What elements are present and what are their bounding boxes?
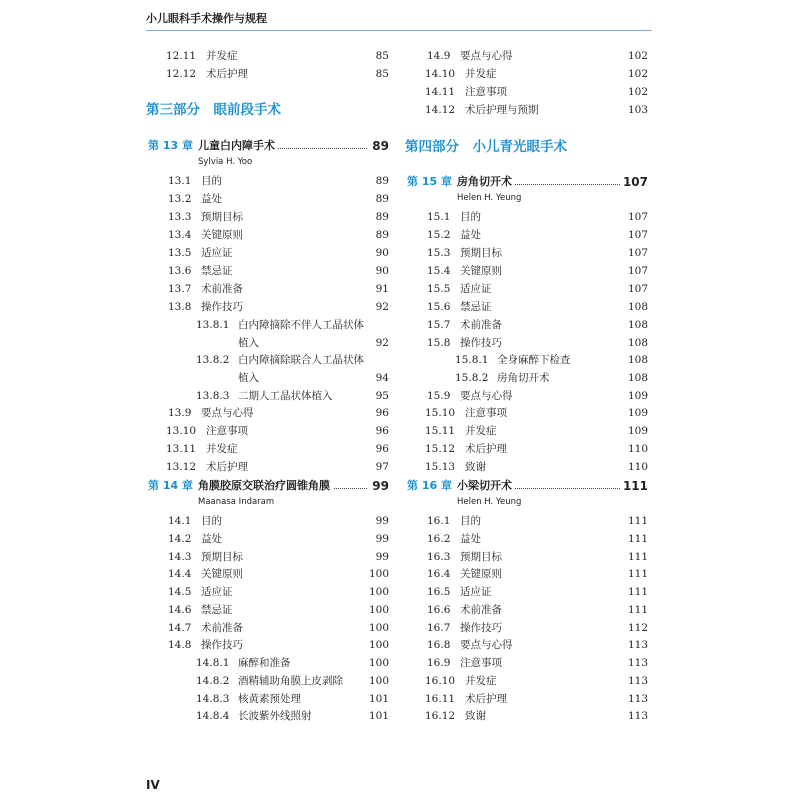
toc-subentry-continuation[interactable] [146,370,389,387]
entry-page: 107 [627,283,648,295]
entry-page: 97 [375,461,389,473]
entry-page: 107 [627,229,648,241]
entry-title: 二期人工晶状体植入 [238,390,333,402]
entry-page: 90 [375,247,389,259]
entry-number: 12.11 [166,50,197,62]
toc-entry[interactable] [146,299,389,316]
entry-page: 108 [627,354,648,366]
toc-entry[interactable] [405,637,648,654]
entry-number: 13.4 [168,229,192,241]
toc-entry[interactable] [146,245,389,262]
entry-title: 并发症 [465,68,497,80]
entry-page: 110 [627,461,648,473]
header-rule [146,30,652,31]
toc-entry[interactable] [405,549,648,566]
entry-title: 预期目标 [460,551,502,563]
entry-number: 13.1 [168,175,192,187]
toc-entry[interactable] [405,263,648,280]
entry-page: 91 [375,283,389,295]
entry-number: 13.10 [166,425,197,437]
entry-title: 禁忌证 [201,604,233,616]
chapter-page: 89 [369,137,389,155]
entry-page: 111 [627,568,648,580]
entry-title: 关键原则 [460,568,502,580]
entry-page: 107 [627,265,648,277]
entry-title: 术后护理 [465,443,507,455]
toc-entry[interactable] [146,48,389,65]
chapter-heading[interactable] [146,477,389,495]
entry-title: 目的 [460,211,481,223]
entry-page: 111 [627,551,648,563]
entry-title: 预期目标 [460,247,502,259]
entry-title: 全身麻醉下检查 [497,354,571,366]
entry-title: 术前准备 [460,604,502,616]
toc-subentry[interactable] [146,317,389,334]
entry-number: 16.8 [427,639,451,651]
entry-page: 113 [627,657,648,669]
chapter-title: 房角切开术 [457,173,515,191]
entry-page: 109 [627,407,648,419]
toc-subentry[interactable] [146,691,389,708]
entry-page: 111 [627,586,648,598]
entry-number: 15.12 [425,443,456,455]
entry-title: 注意事项 [465,407,507,419]
entry-title: 适应证 [460,283,492,295]
toc-entry[interactable] [146,173,389,190]
toc-entry[interactable] [405,84,648,101]
entry-title: 关键原则 [201,229,243,241]
entry-page: 100 [368,675,389,687]
toc-entry[interactable] [405,673,648,690]
toc-entry[interactable] [146,459,389,476]
toc-entry[interactable] [405,388,648,405]
toc-entry[interactable] [146,66,389,83]
entry-number: 14.1 [168,515,192,527]
toc-entry[interactable] [146,620,389,637]
entry-page: 112 [627,622,648,634]
chapter-author: Helen H. Yeung [457,497,522,507]
entry-title: 适应证 [201,247,233,259]
toc-entry[interactable] [405,459,648,476]
chapter-title: 儿童白内障手术 [198,137,278,155]
toc-subentry[interactable] [146,673,389,690]
entry-title: 术前准备 [460,319,502,331]
toc-entry[interactable] [405,48,648,65]
toc-subentry[interactable] [146,708,389,725]
chapter-page: 107 [620,173,648,191]
entry-number: 14.2 [168,533,192,545]
entry-title: 要点与心得 [460,639,513,651]
entry-page: 113 [627,639,648,651]
toc-entry[interactable] [405,335,648,352]
entry-number: 13.2 [168,193,192,205]
entry-page: 92 [375,337,389,349]
toc-entry[interactable] [405,245,648,262]
entry-title: 益处 [201,193,222,205]
toc-entry[interactable] [405,227,648,244]
entry-title: 益处 [460,533,481,545]
entry-title: 禁忌证 [460,301,492,313]
entry-page: 102 [627,50,648,62]
entry-title: 预期目标 [201,551,243,563]
entry-number: 16.11 [425,693,456,705]
entry-page: 96 [375,407,389,419]
entry-title: 植入 [238,337,259,349]
entry-page: 113 [627,710,648,722]
entry-page: 108 [627,301,648,313]
entry-page: 113 [627,693,648,705]
entry-page: 85 [375,50,389,62]
toc-subentry-continuation[interactable] [146,335,389,352]
entry-number: 15.7 [427,319,451,331]
entry-number: 14.5 [168,586,192,598]
entry-number: 13.8.1 [196,319,230,331]
entry-title: 致谢 [465,461,486,473]
entry-title: 注意事项 [460,657,502,669]
entry-title: 并发症 [465,675,497,687]
entry-number: 14.4 [168,568,192,580]
entry-title: 麻醉和准备 [238,657,291,669]
entry-page: 109 [627,425,648,437]
toc-subentry[interactable] [146,388,389,405]
entry-number: 14.7 [168,622,192,634]
entry-number: 15.2 [427,229,451,241]
toc-entry[interactable] [146,441,389,458]
toc-entry[interactable] [146,637,389,654]
entry-number: 16.1 [427,515,451,527]
toc-entry[interactable] [405,299,648,316]
entry-page: 108 [627,337,648,349]
chapter-number: 第 14 章 [148,479,193,492]
entry-page: 100 [368,622,389,634]
entry-number: 16.2 [427,533,451,545]
toc-entry[interactable] [405,566,648,583]
entry-number: 16.9 [427,657,451,669]
book-title: 小儿眼科手术操作与规程 [146,12,267,25]
entry-title: 白内障摘除不伴人工晶状体 [238,319,364,331]
entry-page: 103 [627,104,648,116]
entry-number: 13.6 [168,265,192,277]
entry-page: 100 [368,586,389,598]
entry-number: 15.8.1 [455,354,489,366]
entry-title: 目的 [201,515,222,527]
entry-number: 13.8 [168,301,192,313]
chapter-number: 第 16 章 [407,479,452,492]
entry-number: 13.8.2 [196,354,230,366]
entry-title: 要点与心得 [460,390,513,402]
toc-entry[interactable] [405,441,648,458]
entry-title: 要点与心得 [201,407,254,419]
entry-page: 85 [375,68,389,80]
toc-subentry[interactable] [146,655,389,672]
entry-page: 89 [375,211,389,223]
entry-title: 并发症 [465,425,497,437]
entry-title: 益处 [460,229,481,241]
toc-entry[interactable] [405,513,648,530]
entry-number: 15.8.2 [455,372,489,384]
toc-entry[interactable] [405,602,648,619]
toc-entry[interactable] [146,405,389,422]
entry-number: 14.9 [427,50,451,62]
entry-number: 14.12 [425,104,456,116]
chapter-author: Sylvia H. Yoo [198,157,253,167]
entry-number: 13.12 [166,461,197,473]
entry-page: 111 [627,604,648,616]
entry-title: 操作技巧 [201,301,243,313]
entry-page: 109 [627,390,648,402]
entry-number: 14.8 [168,639,192,651]
entry-title: 预期目标 [201,211,243,223]
entry-title: 注意事项 [465,86,507,98]
entry-title: 白内障摘除联合人工晶状体 [238,354,364,366]
entry-number: 15.4 [427,265,451,277]
entry-title: 核黄素预处理 [238,693,301,705]
entry-page: 111 [627,515,648,527]
entry-number: 15.13 [425,461,456,473]
entry-page: 101 [368,710,389,722]
toc-entry[interactable] [405,708,648,725]
entry-page: 111 [627,533,648,545]
toc-subentry[interactable] [405,370,648,387]
toc-entry[interactable] [405,584,648,601]
entry-title: 要点与心得 [460,50,513,62]
entry-number: 15.11 [425,425,456,437]
chapter-heading[interactable] [405,477,648,495]
entry-page: 100 [368,657,389,669]
toc-entry[interactable] [405,209,648,226]
toc-entry[interactable] [405,531,648,548]
toc-entry[interactable] [146,549,389,566]
entry-page: 89 [375,193,389,205]
entry-title: 并发症 [206,443,238,455]
entry-page: 99 [375,533,389,545]
entry-title: 术后护理 [206,68,248,80]
entry-title: 并发症 [206,50,238,62]
toc-entry[interactable] [146,566,389,583]
toc-entry[interactable] [146,263,389,280]
entry-title: 房角切开术 [497,372,550,384]
entry-page: 96 [375,443,389,455]
toc-entry[interactable] [405,102,648,119]
toc-entry[interactable] [405,423,648,440]
entry-number: 15.10 [425,407,456,419]
entry-number: 14.8.2 [196,675,230,687]
entry-page: 96 [375,425,389,437]
entry-number: 15.9 [427,390,451,402]
entry-page: 108 [627,372,648,384]
chapter-author: Maanasa Indaram [198,497,275,507]
chapter-number: 第 15 章 [407,175,452,188]
entry-number: 13.11 [166,443,197,455]
entry-number: 14.8.1 [196,657,230,669]
toc-entry[interactable] [405,66,648,83]
entry-page: 100 [368,639,389,651]
toc-entry[interactable] [146,423,389,440]
entry-page: 100 [368,568,389,580]
toc-entry[interactable] [146,191,389,208]
toc-entry[interactable] [146,584,389,601]
entry-number: 14.11 [425,86,456,98]
toc-entry[interactable] [405,691,648,708]
chapter-page: 99 [369,477,389,495]
entry-page: 92 [375,301,389,313]
entry-page: 108 [627,319,648,331]
entry-number: 15.8 [427,337,451,349]
entry-title: 关键原则 [460,265,502,277]
entry-page: 89 [375,175,389,187]
part-heading: 第三部分 眼前段手术 [146,102,281,118]
entry-number: 16.4 [427,568,451,580]
entry-title: 关键原则 [201,568,243,580]
entry-title: 术后护理 [206,461,248,473]
toc-entry[interactable] [405,317,648,334]
chapter-heading[interactable] [146,137,389,155]
page-number: IV [146,778,160,792]
toc-subentry[interactable] [146,352,389,369]
entry-number: 13.3 [168,211,192,223]
entry-page: 99 [375,551,389,563]
entry-page: 94 [375,372,389,384]
entry-title: 益处 [201,533,222,545]
toc-subentry[interactable] [405,352,648,369]
entry-number: 16.10 [425,675,456,687]
entry-number: 14.8.4 [196,710,230,722]
toc-entry[interactable] [146,531,389,548]
entry-title: 操作技巧 [460,337,502,349]
entry-number: 14.3 [168,551,192,563]
entry-number: 16.5 [427,586,451,598]
entry-page: 90 [375,265,389,277]
entry-number: 12.12 [166,68,197,80]
toc-entry[interactable] [146,209,389,226]
toc-entry[interactable] [405,620,648,637]
entry-number: 15.1 [427,211,451,223]
entry-page: 107 [627,247,648,259]
entry-number: 13.5 [168,247,192,259]
entry-title: 术后护理与预期 [465,104,539,116]
chapter-title: 小梁切开术 [457,477,515,495]
entry-title: 术前准备 [201,283,243,295]
entry-page: 107 [627,211,648,223]
entry-title: 术后护理 [465,693,507,705]
part-heading: 第四部分 小儿青光眼手术 [405,139,567,155]
chapter-number: 第 13 章 [148,139,193,152]
entry-page: 101 [368,693,389,705]
entry-title: 操作技巧 [460,622,502,634]
entry-title: 术前准备 [201,622,243,634]
toc-entry[interactable] [146,227,389,244]
entry-page: 95 [375,390,389,402]
entry-number: 13.7 [168,283,192,295]
entry-number: 14.6 [168,604,192,616]
entry-title: 目的 [201,175,222,187]
entry-page: 89 [375,229,389,241]
entry-number: 16.3 [427,551,451,563]
toc-entry[interactable] [405,405,648,422]
entry-title: 酒精辅助角膜上皮剥除 [238,675,343,687]
entry-title: 长波紫外线照射 [238,710,312,722]
entry-title: 植入 [238,372,259,384]
toc-entry[interactable] [405,281,648,298]
toc-entry[interactable] [146,513,389,530]
entry-number: 16.12 [425,710,456,722]
entry-title: 注意事项 [206,425,248,437]
entry-number: 15.3 [427,247,451,259]
entry-page: 100 [368,604,389,616]
toc-entry[interactable] [146,602,389,619]
entry-title: 目的 [460,515,481,527]
entry-title: 致谢 [465,710,486,722]
entry-title: 操作技巧 [201,639,243,651]
entry-title: 禁忌证 [201,265,233,277]
entry-number: 13.8.3 [196,390,230,402]
chapter-title: 角膜胶原交联治疗圆锥角膜 [198,477,333,495]
entry-number: 16.7 [427,622,451,634]
entry-title: 适应证 [460,586,492,598]
toc-entry[interactable] [405,655,648,672]
entry-number: 16.6 [427,604,451,616]
entry-number: 14.8.3 [196,693,230,705]
entry-number: 14.10 [425,68,456,80]
entry-page: 102 [627,68,648,80]
entry-page: 102 [627,86,648,98]
entry-number: 13.9 [168,407,192,419]
entry-title: 适应证 [201,586,233,598]
chapter-page: 111 [620,477,648,495]
entry-page: 110 [627,443,648,455]
entry-number: 15.5 [427,283,451,295]
entry-page: 99 [375,515,389,527]
chapter-heading[interactable] [405,173,648,191]
entry-page: 113 [627,675,648,687]
entry-number: 15.6 [427,301,451,313]
toc-entry[interactable] [146,281,389,298]
chapter-author: Helen H. Yeung [457,193,522,203]
